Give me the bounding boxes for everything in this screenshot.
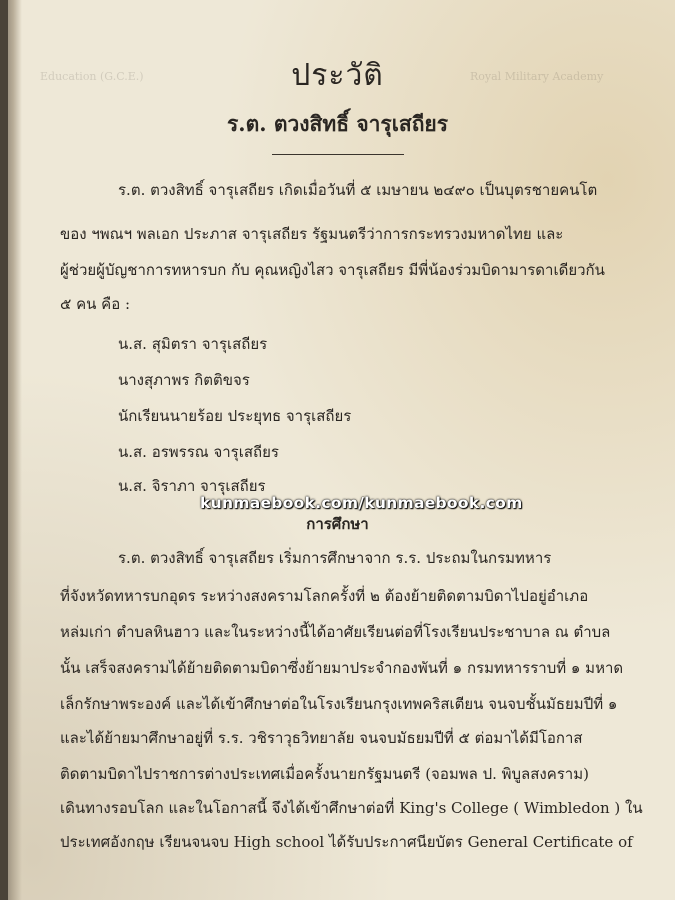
sibling-item: นักเรียนนายร้อย ประยุทธ จารุเสถียร xyxy=(118,407,352,425)
education-line: และได้ย้ายมาศึกษาอยู่ที่ ร.ร. วชิราวุธวิทยาลัย จนจบมัธยมปีที่ ๕ ต่อมาได้มีโอกาส xyxy=(60,729,583,747)
sibling-item: น.ส. สุมิตรา จารุเสถียร xyxy=(118,335,268,353)
education-line: หล่มเก่า ตำบลหินฮาว และในระหว่างนี้ได้อาศัยเรียนต่อที่โรงเรียนประชาบาล ณ ตำบล xyxy=(60,623,611,641)
bio-line: ผู้ช่วยผู้บัญชาการทหารบก กับ คุณหญิงไสว จารุเสถียร มีพี่น้องร่วมบิดามารดาเดียวกัน xyxy=(60,261,605,279)
education-line: ร.ต. ตวงสิทธิ์ จารุเสถียร เริ่มการศึกษาจาก ร.ร. ประถมในกรมทหาร xyxy=(118,549,552,567)
bleed-through-text: Education (G.C.E.) xyxy=(40,70,144,83)
education-line: เล็กรักษาพระองค์ และได้เข้าศึกษาต่อในโรงเรียนกรุงเทพคริสเตียน จนจบชั้นมัธยมปีที่ ๑ xyxy=(60,695,618,713)
sibling-item: นางสุภาพร กิตติขจร xyxy=(118,371,250,389)
bio-line: ของ ฯพณฯ พลเอก ประภาส จารุเสถียร รัฐมนตรีว่าการกระทรวงมหาดไทย และ xyxy=(60,225,564,243)
sibling-item: น.ส. อรพรรณ จารุเสถียร xyxy=(118,443,279,461)
education-line: ที่จังหวัดทหารบกอุดร ระหว่างสงครามโลกครั้งที่ ๒ ต้องย้ายติดตามบิดาไปอยู่อำเภอ xyxy=(60,587,589,605)
person-name: ร.ต. ตวงสิทธิ์ จารุเสถียร xyxy=(227,111,448,136)
sibling-item: น.ส. จิราภา จารุเสถียร xyxy=(118,477,266,495)
education-line: ติดตามบิดาไปราชการต่างประเทศเมื่อครั้งนายกรัฐมนตรี (จอมพล ป. พิบูลสงคราม) xyxy=(60,765,589,783)
title-divider xyxy=(272,154,404,155)
bleed-through-text: Royal Military Academy xyxy=(470,70,604,83)
bio-line: ๕ คน คือ : xyxy=(60,295,131,313)
page-title: ประวัติ xyxy=(291,58,384,93)
section-heading-education: การศึกษา xyxy=(306,515,369,533)
education-line: ประเทศอังกฤษ เรียนจนจบ High school ได้รับประกาศนียบัตร General Certificate of xyxy=(60,833,633,851)
watermark-text: kunmaebook.com/kunmaebook.com xyxy=(200,494,523,512)
bio-line: ร.ต. ตวงสิทธิ์ จารุเสถียร เกิดเมื่อวันที่ ๕ เมษายน ๒๔๙๐ เป็นบุตรชายคนโต xyxy=(118,181,598,199)
education-line: เดินทางรอบโลก และในโอกาสนี้ จึงได้เข้าศึกษาต่อที่ King's College ( Wimbledon ) ใน xyxy=(60,799,643,817)
education-line: นั้น เสร็จสงครามได้ย้ายติดตามบิดาซึ่งย้ายมาประจำกองพันที่ ๑ กรมทหารราบที่ ๑ มหาด xyxy=(60,659,624,677)
